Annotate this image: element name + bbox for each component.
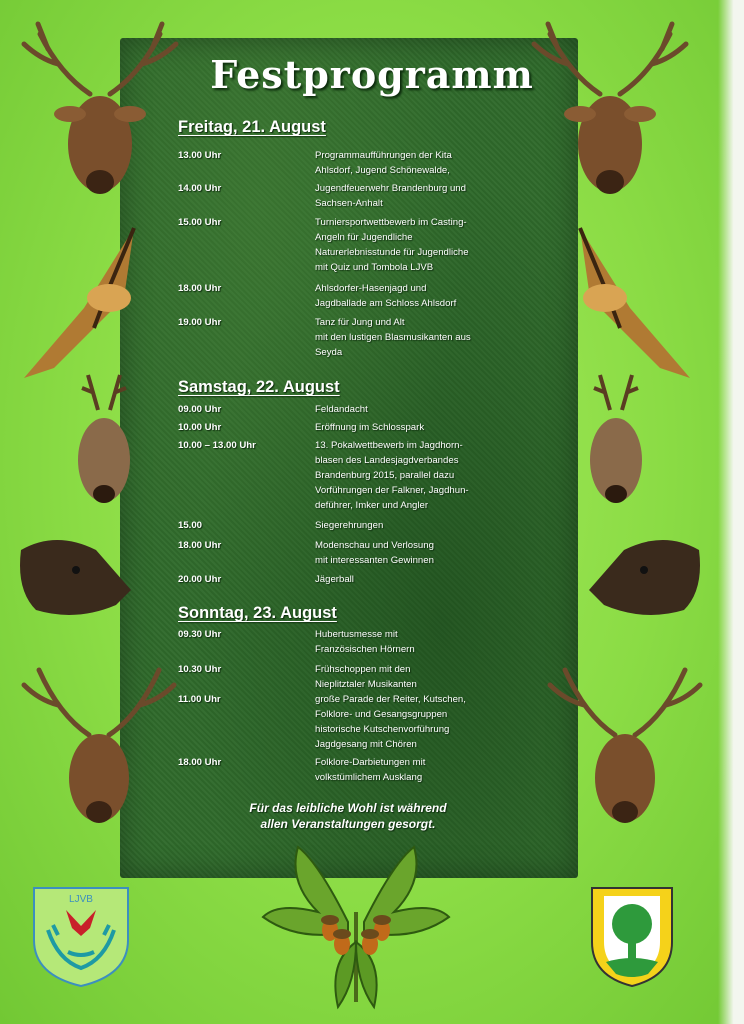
event-description: Folklore-Darbietungen mit volkstümlichem Ausklang [315,757,426,783]
buzzard-illustration [568,218,700,388]
event-description: Eröffnung im Schlosspark [315,422,425,433]
event-description: Programmaufführungen der Kita Ahlsdorf, Jugend Schönewalde, [315,150,452,176]
day-heading-saturday: Samstag, 22. August [178,378,340,396]
event-time: 10.30 Uhr [178,664,222,675]
event-time: 13.00 Uhr [178,150,222,161]
red-deer-head-illustration [14,660,184,830]
event-description: 13. Pokalwettbewerb im Jagdhorn- blasen des Landesjagdverbandes Brandenburg 2015, parallel dazu Vorführungen der Falkner, Jagdhun- deführer, Imker und Angler [315,440,469,511]
event-time: 18.00 Uhr [178,283,222,294]
red-deer-head-illustration [10,14,190,204]
red-deer-head-illustration [520,14,700,204]
event-description: Frühschoppen mit den Nieplitztaler Musikanten [315,664,417,690]
wild-boar-head-illustration [584,530,704,622]
event-time: 10.00 – 13.00 Uhr [178,440,256,451]
event-description: Hubertusmesse mit Französischen Hörnern [315,629,415,655]
event-description: Jägerball [315,574,354,585]
event-time: 09.30 Uhr [178,629,222,640]
logo-text: LJVB [69,894,93,905]
event-time: 20.00 Uhr [178,574,222,585]
ljvb-logo [28,880,134,990]
red-deer-head-illustration [540,660,710,830]
page-title: Festprogramm [210,52,534,97]
event-description: Feldandacht [315,404,368,415]
event-time: 15.00 Uhr [178,217,222,228]
event-time: 18.00 Uhr [178,540,222,551]
event-description: Siegerehrungen [315,520,384,531]
oak-leaves-acorns-icon [258,842,454,1012]
roe-deer-head-illustration [570,370,662,510]
event-time: 19.00 Uhr [178,317,222,328]
event-time: 18.00 Uhr [178,757,222,768]
event-description: Jugendfeuerwehr Brandenburg und Sachsen-Anhalt [315,183,466,209]
event-description: Modenschau und Verlosung mit interessanten Gewinnen [315,540,434,566]
roe-deer-head-illustration [58,370,150,510]
event-description: große Parade der Reiter, Kutschen, Folklore- und Gesangsgruppen historische Kutschenvorführung Jagdgesang mit Chören [315,694,466,750]
event-time: 11.00 Uhr [178,694,221,705]
event-description: Turniersportwettbewerb im Casting- Angeln für Jugendliche Naturerlebnisstunde für Jugendliche mit Quiz und Tombola LJVB [315,217,469,273]
day-heading-sunday: Sonntag, 23. August [178,604,337,622]
event-time: 15.00 [178,520,203,531]
event-time: 14.00 Uhr [178,183,222,194]
day-heading-friday: Freitag, 21. August [178,118,326,136]
buzzard-illustration [14,218,146,388]
page-edge [718,0,744,1024]
event-description: Ahlsdorfer-Hasenjagd und Jagdballade am Schloss Ahlsdorf [315,283,457,309]
closing-note: Für das leibliche Wohl ist während allen Veranstaltungen gesorgt. [249,801,447,831]
event-time: 09.00 Uhr [178,404,222,415]
coat-of-arms-icon [588,884,676,988]
event-description: Tanz für Jung und Alt mit den lustigen Blasmusikanten aus Seyda [315,317,471,358]
wild-boar-head-illustration [16,530,136,622]
event-time: 10.00 Uhr [178,422,222,433]
